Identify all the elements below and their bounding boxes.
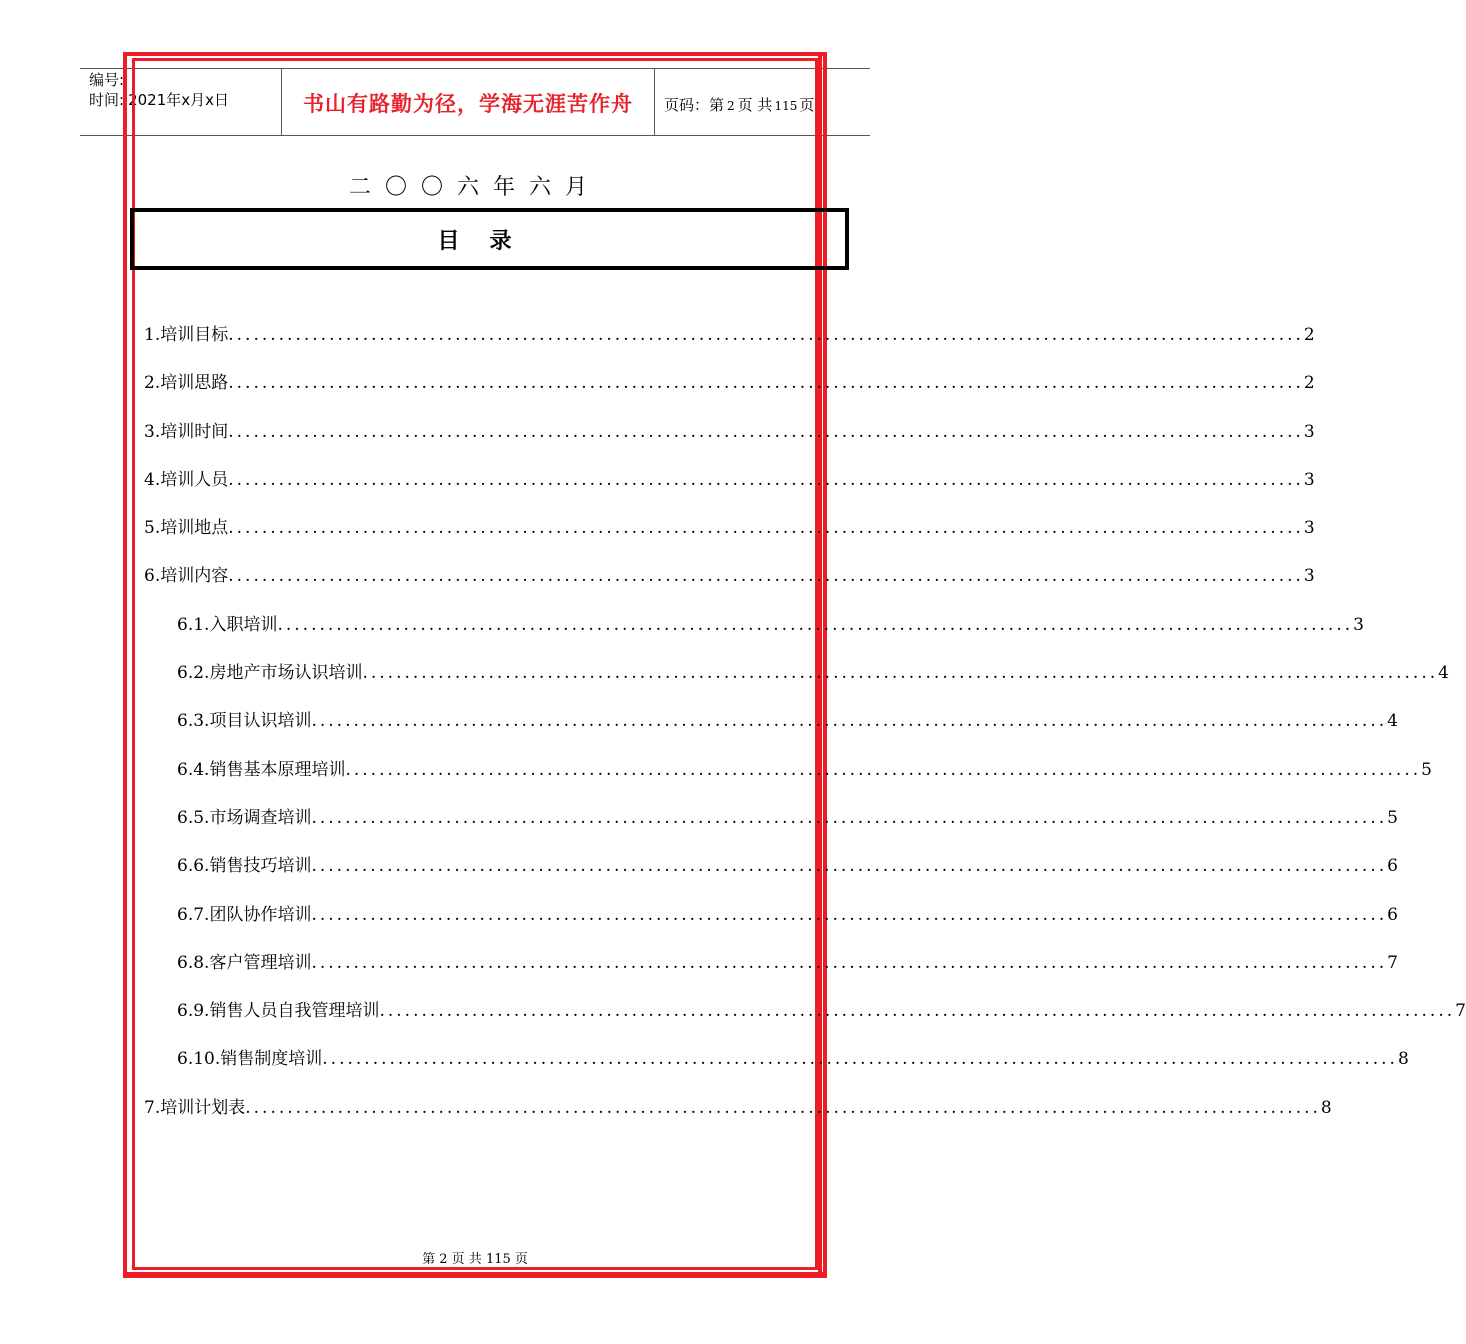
footer-total: 115	[485, 1252, 511, 1267]
toc-entry-number: 6.	[144, 566, 161, 587]
toc-dot-leader	[228, 373, 1304, 393]
toc-entry-page: 3	[1303, 566, 1315, 587]
toc-entry[interactable]	[144, 1044, 1409, 1092]
toc-entry[interactable]	[144, 417, 1315, 465]
toc-entry-label: 培训内容	[160, 566, 229, 587]
table-of-contents	[144, 320, 1466, 1141]
toc-entry-page: 3	[1303, 518, 1315, 539]
header-page-mid: 页 共	[737, 96, 773, 114]
toc-dot-leader	[311, 905, 1387, 925]
toc-entry-label: 培训思路	[160, 373, 229, 394]
toc-entry-number: 1.	[144, 325, 161, 345]
footer-suffix: 页	[514, 1252, 528, 1267]
toc-entry-label: 销售人员自我管理培训	[209, 1001, 380, 1022]
toc-entry[interactable]	[144, 368, 1315, 416]
toc-dot-leader	[345, 760, 1421, 780]
toc-entry-page: 6	[1387, 856, 1398, 877]
toc-entry[interactable]	[144, 320, 1315, 368]
toc-entry[interactable]	[144, 996, 1466, 1044]
toc-entry-page: 8	[1320, 1097, 1332, 1118]
toc-entry-label: 销售制度培训	[220, 1049, 323, 1070]
page-border-bottom	[123, 1272, 826, 1277]
toc-entry-page: 4	[1438, 663, 1449, 684]
toc-entry-label: 培训目标	[160, 325, 229, 345]
toc-entry-number: 6.7.	[177, 904, 210, 925]
toc-dot-leader	[322, 1049, 1398, 1069]
toc-entry-number: 4.	[144, 469, 161, 490]
toc-entry-label: 培训人员	[160, 469, 229, 490]
toc-title-box	[130, 208, 849, 270]
toc-dot-leader	[277, 615, 1353, 635]
toc-entry-page: 3	[1303, 421, 1315, 442]
header-page-prefix: 页码：第	[664, 96, 725, 114]
toc-entry[interactable]	[144, 610, 1364, 658]
toc-entry-label: 团队协作培训	[209, 904, 312, 925]
header-page-current: 2	[727, 99, 735, 113]
toc-entry-page: 6	[1387, 904, 1398, 925]
toc-dot-leader	[228, 518, 1304, 538]
toc-entry[interactable]	[144, 948, 1398, 996]
toc-entry-page: 8	[1397, 1049, 1409, 1070]
toc-entry-number: 3.	[144, 421, 161, 442]
toc-entry-page: 2	[1303, 373, 1315, 394]
toc-entry-number: 6.9.	[177, 1001, 210, 1022]
toc-entry[interactable]	[144, 658, 1449, 706]
toc-entry-label: 销售技巧培训	[209, 856, 312, 877]
toc-dot-leader	[379, 1001, 1455, 1021]
toc-dot-leader	[228, 325, 1304, 345]
toc-entry-label: 项目认识培训	[209, 711, 312, 732]
toc-entry[interactable]	[144, 900, 1398, 948]
toc-entry-label: 培训地点	[160, 518, 229, 539]
toc-entry-number: 2.	[144, 373, 161, 394]
toc-entry[interactable]	[144, 465, 1315, 513]
toc-dot-leader	[228, 422, 1304, 442]
header-page-suffix: 页	[799, 96, 815, 114]
toc-entry-page: 5	[1421, 759, 1432, 780]
toc-dot-leader	[228, 470, 1304, 490]
toc-entry-number: 6.8.	[177, 952, 210, 973]
toc-entry[interactable]	[144, 755, 1432, 803]
toc-entry[interactable]	[144, 706, 1398, 754]
toc-entry-number: 6.6.	[177, 856, 210, 877]
toc-entry-label: 客户管理培训	[209, 952, 312, 973]
toc-entry-page: 5	[1387, 807, 1398, 828]
toc-entry-page: 2	[1303, 325, 1315, 345]
footer-mid: 页 共	[451, 1252, 482, 1267]
toc-entry-number: 6.5.	[177, 807, 210, 828]
toc-dot-leader	[362, 663, 1438, 683]
footer-prefix: 第	[422, 1252, 436, 1267]
toc-entry[interactable]	[144, 851, 1398, 899]
toc-title: 目录	[437, 228, 542, 254]
footer-current: 2	[439, 1252, 448, 1267]
toc-entry[interactable]	[144, 513, 1315, 561]
toc-entry-number: 5.	[144, 518, 161, 539]
toc-entry-number: 7.	[144, 1097, 161, 1118]
toc-entry[interactable]	[144, 561, 1315, 609]
toc-dot-leader	[228, 566, 1304, 586]
toc-entry-number: 6.3.	[177, 711, 210, 732]
toc-entry-page: 3	[1303, 469, 1315, 490]
header-number-label: 编号:	[89, 71, 125, 89]
toc-entry-label: 房地产市场认识培训	[209, 663, 363, 684]
toc-entry-number: 6.1.	[177, 614, 210, 635]
toc-entry-number: 6.10.	[177, 1049, 221, 1070]
toc-entry-page: 4	[1387, 711, 1398, 732]
header-page-total: 115	[774, 99, 798, 113]
header-time-label: 时间:	[89, 91, 125, 109]
toc-entry-label: 销售基本原理培训	[209, 759, 346, 780]
toc-dot-leader	[311, 808, 1387, 828]
document-date: 二〇〇六年六月	[348, 175, 601, 200]
toc-entry[interactable]	[144, 1093, 1332, 1141]
toc-entry-page: 7	[1455, 1001, 1466, 1022]
toc-entry[interactable]	[144, 803, 1398, 851]
page-footer	[0, 1248, 950, 1267]
toc-entry-label: 培训计划表	[160, 1097, 246, 1118]
toc-entry-number: 6.2.	[177, 663, 210, 684]
header-date: 2021年x月x日	[128, 91, 229, 109]
toc-dot-leader	[311, 953, 1387, 973]
toc-entry-number: 6.4.	[177, 759, 210, 780]
toc-entry-label: 市场调查培训	[209, 807, 312, 828]
toc-entry-page: 3	[1353, 614, 1364, 635]
toc-entry-page: 7	[1387, 952, 1398, 973]
toc-dot-leader	[245, 1098, 1321, 1118]
toc-dot-leader	[311, 856, 1387, 876]
header-motto: 书山有路勤为径，学海无涯苦作舟	[303, 91, 633, 116]
toc-entry-label: 培训时间	[160, 421, 229, 442]
toc-dot-leader	[311, 711, 1387, 731]
toc-entry-label: 入职培训	[209, 614, 278, 635]
